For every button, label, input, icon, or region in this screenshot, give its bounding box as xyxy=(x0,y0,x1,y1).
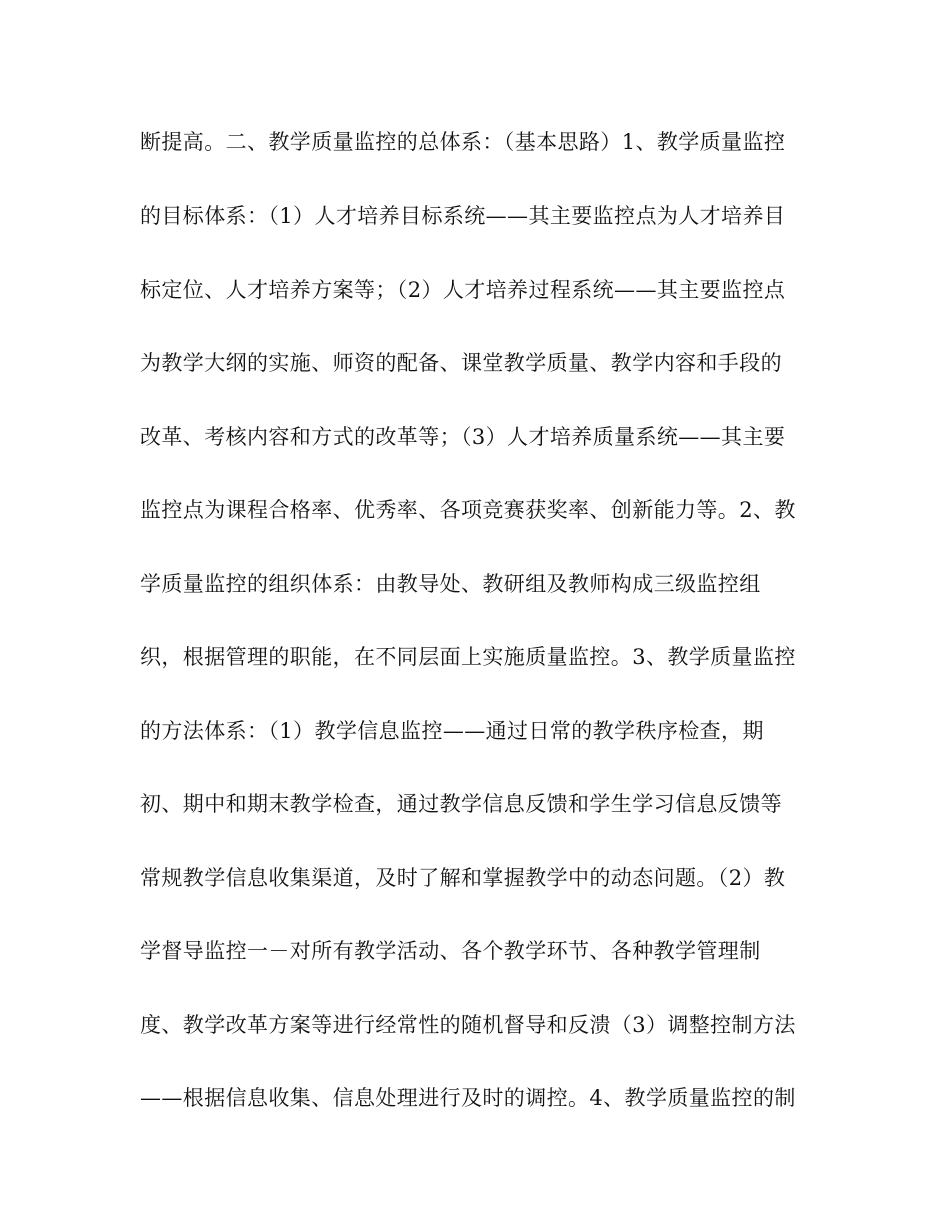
text-line: 学督导监控一－对所有教学活动、各个教学环节、各种教学管理制 xyxy=(140,939,761,963)
text-line: 度、教学改革方案等进行经常性的随机督导和反溃（3）调整控制方法 xyxy=(140,1013,796,1037)
text-line: 学质量监控的组织体系：由教导处、教研组及教师构成三级监控组 xyxy=(140,572,761,596)
text-line: 的目标体系：（1）人才培养目标系统——其主要监控点为人才培养目 xyxy=(140,204,786,228)
text-line: 常规教学信息收集渠道，及时了解和掌握教学中的动态问题。（2）教 xyxy=(140,866,786,890)
text-line: 织，根据管理的职能，在不同层面上实施质量监控。3、教学质量监控 xyxy=(140,645,796,669)
text-line: 为教学大纲的实施、师资的配备、课堂教学质量、教学内容和手段的 xyxy=(140,351,782,375)
text-line: 的方法体系：（1）教学信息监控——通过日常的教学秩序检查，期 xyxy=(140,719,764,743)
text-line: 断提高。二、教学质量监控的总体系：（基本思路）1、教学质量监控 xyxy=(140,130,786,154)
text-line: 改革、考核内容和方式的改革等；（3）人才培养质量系统——其主要 xyxy=(140,425,786,449)
text-line: 初、期中和期末教学检查，通过教学信息反馈和学生学习信息反馈等 xyxy=(140,792,782,816)
text-line: 监控点为课程合格率、优秀率、各项竞赛获奖率、创新能力等。2、教 xyxy=(140,498,796,522)
text-line: 标定位、人才培养方案等；（2）人才培养过程系统——其主要监控点 xyxy=(140,278,786,302)
text-line: ——根据信息收集、信息处理进行及时的调控。4、教学质量监控的制 xyxy=(140,1086,796,1110)
